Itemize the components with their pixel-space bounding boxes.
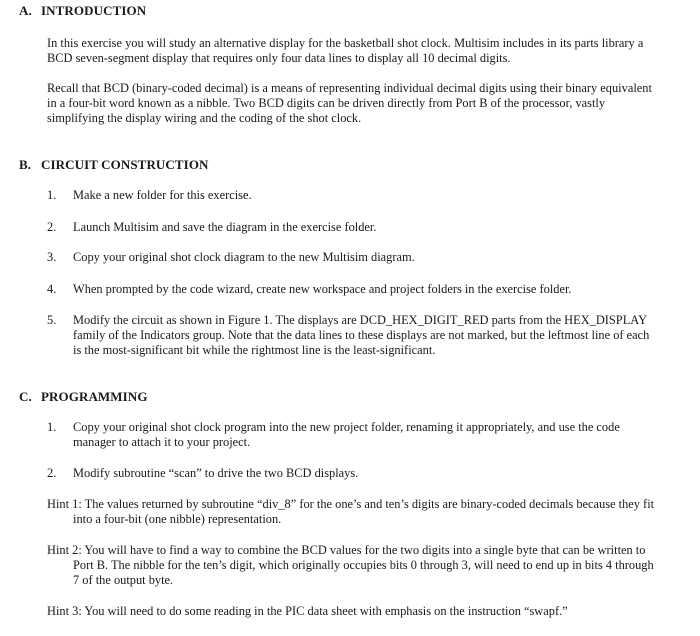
step-number: 4. [47,282,57,296]
step-number: 1. [47,420,57,434]
step-number: 1. [47,188,57,202]
section-a-letter: A. [19,3,32,18]
construction-step-2 [47,220,657,235]
section-b-heading [19,157,209,172]
step-number: 3. [47,250,57,264]
step-number: 2. [47,220,57,234]
step-text: When prompted by the code wizard, create new workspace and project folders in the exercise folder. [73,282,572,296]
hint-2: Hint 2: You will have to find a way to combine the BCD values for the two digits into a single byte that can be written to Port B. The nibble for the ten’s digit, which originally occupies bits 0 through 3, will need to end up in bits 4 through 7 of the output byte. [47,543,654,587]
section-a-title: INTRODUCTION [41,3,147,18]
section-c-letter: C. [19,389,32,404]
construction-step-3 [47,250,657,265]
intro-paragraph-2: Recall that BCD (binary-coded decimal) is a means of representing individual decimal digits using their binary equivalent in a four-bit word known as a nibble. Two BCD digits can be driven directly from Port B of the processor, vastly simplifying the display wiring and the coding of the shot clock. [47,81,652,125]
step-text: Modify subroutine “scan” to drive the two BCD displays. [73,466,359,480]
section-c-title: PROGRAMMING [41,389,148,404]
hint-3: Hint 3: You will need to do some reading in the PIC data sheet with emphasis on the instruction “swapf.” [47,604,568,618]
hint-1: Hint 1: The values returned by subroutine “div_8” for the one’s and ten’s digits are binary-coded decimals because they fit into a four-bit (one nibble) representation. [47,497,655,526]
step-text: Launch Multisim and save the diagram in the exercise folder. [73,220,377,234]
intro-paragraph-1: In this exercise you will study an alternative display for the basketball shot clock. Multisim includes in its parts library a BCD seven-segment display that requires only four data lines to display all 10 decimal digits. [47,36,644,65]
section-a-heading [19,3,146,18]
step-text: Copy your original shot clock program into the new project folder, renaming it appropriately, and use the code manager to attach it to your project. [73,420,620,449]
programming-step-2 [47,466,657,481]
programming-step-1 [47,420,657,450]
step-text: Make a new folder for this exercise. [73,188,252,202]
section-b-letter: B. [19,157,32,172]
construction-step-4 [47,282,657,297]
construction-step-1 [47,188,657,203]
section-c-heading [19,389,148,404]
section-b-title: CIRCUIT CONSTRUCTION [41,157,209,172]
step-text: Copy your original shot clock diagram to the new Multisim diagram. [73,250,415,264]
step-number: 5. [47,313,57,327]
construction-step-5 [47,313,657,358]
step-text: Modify the circuit as shown in Figure 1. The displays are DCD_HEX_DIGIT_RED parts from the HEX_DISPLAY family of the Indicators group. Note that the data lines to these displays are not marked, but the leftmost line of each is the most-significant bit while the rightmost line is the least-significant. [73,313,650,357]
step-number: 2. [47,466,57,480]
